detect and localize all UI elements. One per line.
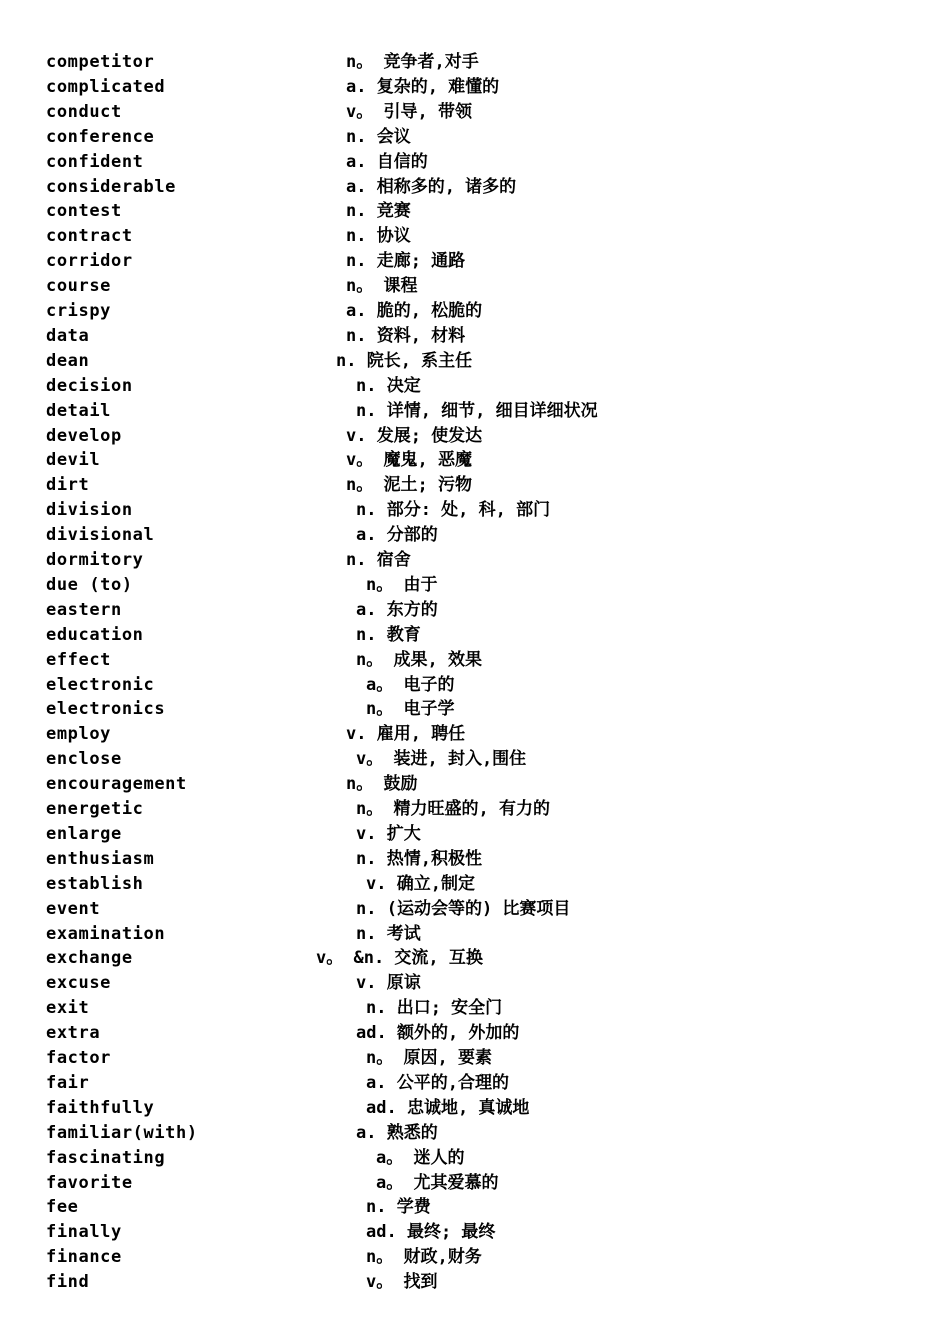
vocab-definition: n. 出口; 安全门	[366, 998, 503, 1019]
vocab-entry	[0, 1146, 950, 1171]
vocab-entry	[0, 847, 950, 872]
vocab-definition: a. 自信的	[346, 151, 428, 172]
vocab-entry	[0, 996, 950, 1021]
vocab-entry	[0, 673, 950, 698]
vocab-entry	[0, 946, 950, 971]
vocab-definition: n. 竞赛	[346, 201, 411, 222]
vocab-entry	[0, 772, 950, 797]
vocab-entry	[0, 50, 950, 75]
vocab-definition: n. 部分: 处, 科, 部门	[356, 500, 551, 521]
vocab-word: conduct	[46, 101, 122, 122]
vocab-definition: v. 雇用, 聘任	[346, 724, 466, 745]
vocab-word: electronics	[46, 699, 166, 720]
vocab-definition: a。 迷人的	[376, 1147, 465, 1168]
vocab-entry	[0, 498, 950, 523]
vocab-entry	[0, 971, 950, 996]
vocab-entry	[0, 424, 950, 449]
vocab-definition: n. 资料, 材料	[346, 325, 466, 346]
vocab-word: dormitory	[46, 550, 144, 570]
vocab-word: course	[46, 276, 112, 297]
vocab-word: factor	[46, 1048, 112, 1068]
vocab-word: corridor	[46, 251, 133, 272]
vocab-entry	[0, 573, 950, 598]
vocab-entry	[0, 1096, 950, 1121]
vocab-definition: n. 学费	[366, 1197, 431, 1218]
vocab-entry	[0, 648, 950, 673]
vocab-entry	[0, 374, 950, 399]
vocab-word: examination	[46, 923, 166, 944]
vocab-entry	[0, 75, 950, 100]
vocab-definition: a. 东方的	[356, 599, 438, 620]
vocab-definition: ad. 最终; 最终	[366, 1222, 496, 1243]
vocab-word: competitor	[46, 52, 155, 72]
vocab-definition: n。 财政,财务	[366, 1247, 482, 1268]
vocab-word: decision	[46, 375, 133, 396]
vocab-entry	[0, 473, 950, 498]
vocab-definition: v。 &n. 交流, 互换	[316, 948, 483, 969]
vocab-definition: n。 由于	[366, 574, 438, 595]
vocab-word: fee	[46, 1197, 79, 1218]
vocab-word: complicated	[46, 76, 166, 97]
vocab-word: event	[46, 898, 101, 919]
vocab-definition: n. 协议	[346, 226, 411, 247]
vocab-word: education	[46, 624, 144, 645]
vocab-entry	[0, 249, 950, 274]
vocab-word: due (to)	[46, 574, 133, 595]
vocab-word: exit	[46, 998, 90, 1019]
vocab-word: develop	[46, 425, 122, 446]
vocab-entry	[0, 175, 950, 200]
vocab-entry	[0, 1071, 950, 1096]
vocab-entry	[0, 274, 950, 299]
vocab-entry	[0, 1121, 950, 1146]
vocab-definition: n. 决定	[356, 375, 421, 396]
vocab-definition: v. 发展; 使发达	[346, 425, 483, 446]
vocab-entry	[0, 598, 950, 623]
vocab-word: excuse	[46, 973, 112, 994]
vocab-definition: n. 会议	[346, 126, 411, 147]
vocab-word: find	[46, 1272, 90, 1293]
vocab-definition: n。 精力旺盛的, 有力的	[356, 799, 550, 819]
vocab-entry	[0, 1046, 950, 1071]
vocab-definition: a. 复杂的, 难懂的	[346, 76, 500, 97]
vocab-definition: v. 扩大	[356, 823, 421, 844]
vocab-entry	[0, 1270, 950, 1295]
vocab-entry	[0, 797, 950, 822]
vocab-word: encouragement	[46, 774, 187, 795]
vocab-definition: n. 详情, 细节, 细目详细状况	[356, 400, 598, 421]
vocab-definition: ad. 额外的, 外加的	[356, 1023, 520, 1044]
vocab-entry	[0, 150, 950, 175]
vocab-entry	[0, 872, 950, 897]
vocab-word: electronic	[46, 674, 155, 695]
vocab-entry	[0, 1245, 950, 1270]
vocab-definition: n. 教育	[356, 624, 421, 645]
vocab-entry	[0, 100, 950, 125]
vocab-definition: a. 公平的,合理的	[366, 1072, 509, 1093]
vocab-definition: n. 走廊; 通路	[346, 251, 466, 272]
vocab-word: divisional	[46, 525, 155, 546]
vocab-word: finance	[46, 1247, 122, 1268]
vocab-word: contract	[46, 226, 133, 247]
vocab-entry	[0, 922, 950, 947]
vocab-word: effect	[46, 649, 112, 670]
vocab-entry	[0, 125, 950, 150]
vocab-definition: a. 相称多的, 诸多的	[346, 176, 517, 197]
vocab-definition: n。 原因, 要素	[366, 1048, 492, 1068]
vocab-definition: a. 分部的	[356, 525, 438, 546]
vocab-word: eastern	[46, 599, 122, 620]
vocab-definition: v. 原谅	[356, 973, 421, 994]
vocab-word: energetic	[46, 799, 144, 819]
vocab-definition: v。 找到	[366, 1272, 438, 1293]
vocab-entry	[0, 1021, 950, 1046]
vocab-definition: n。 成果, 效果	[356, 649, 482, 670]
vocab-entry	[0, 897, 950, 922]
vocab-entry	[0, 448, 950, 473]
vocab-definition: ad. 忠诚地, 真诚地	[366, 1097, 530, 1118]
vocab-word: familiar(with)	[46, 1122, 198, 1143]
vocab-entry	[0, 747, 950, 772]
vocab-entry	[0, 349, 950, 374]
vocab-entry	[0, 697, 950, 722]
vocab-word: considerable	[46, 176, 177, 197]
vocab-definition: v. 确立,制定	[366, 873, 475, 894]
vocab-entry	[0, 623, 950, 648]
vocab-word: devil	[46, 450, 101, 471]
vocab-entry	[0, 1195, 950, 1220]
vocab-word: enlarge	[46, 823, 122, 844]
vocab-entry	[0, 299, 950, 324]
vocab-definition: v。 魔鬼, 恶魔	[346, 450, 472, 471]
vocab-word: division	[46, 500, 133, 521]
vocab-definition: n. 热情,积极性	[356, 848, 482, 869]
vocab-definition: n. 考试	[356, 923, 421, 944]
vocab-word: faithfully	[46, 1097, 155, 1118]
vocab-word: employ	[46, 724, 112, 745]
vocab-word: exchange	[46, 948, 133, 969]
vocab-definition: n。 课程	[346, 276, 418, 297]
vocab-entry	[0, 324, 950, 349]
vocab-word: dirt	[46, 475, 90, 496]
vocab-definition: n. 宿舍	[346, 550, 411, 570]
vocab-entry	[0, 1220, 950, 1245]
vocab-word: confident	[46, 151, 144, 172]
vocab-word: conference	[46, 126, 155, 147]
vocab-definition: n。 泥土; 污物	[346, 475, 472, 496]
vocab-definition: v。 引导, 带领	[346, 101, 472, 122]
vocab-definition: a。 电子的	[366, 674, 455, 695]
vocab-word: fascinating	[46, 1147, 166, 1168]
vocab-definition: v。 装进, 封入,围住	[356, 749, 527, 770]
vocab-definition: a。 尤其爱慕的	[376, 1172, 499, 1193]
vocab-word: data	[46, 325, 90, 346]
vocab-definition: a. 脆的, 松脆的	[346, 301, 483, 321]
vocab-entry	[0, 722, 950, 747]
vocab-definition: a. 熟悉的	[356, 1122, 438, 1143]
vocab-definition: n。 电子学	[366, 699, 455, 720]
vocab-word: detail	[46, 400, 112, 421]
vocab-word: enthusiasm	[46, 848, 155, 869]
vocab-entry	[0, 548, 950, 573]
vocab-definition: n. (运动会等的) 比赛项目	[356, 898, 571, 919]
vocab-word: enclose	[46, 749, 122, 770]
vocab-definition: n。 鼓励	[346, 774, 418, 795]
vocab-entry	[0, 224, 950, 249]
vocab-entry	[0, 399, 950, 424]
vocab-word: finally	[46, 1222, 122, 1243]
vocab-entry	[0, 523, 950, 548]
vocab-word: contest	[46, 201, 122, 222]
vocab-entry	[0, 199, 950, 224]
vocab-word: crispy	[46, 301, 112, 321]
vocab-definition: n。 竞争者,对手	[346, 52, 479, 72]
vocab-definition: n. 院长, 系主任	[336, 350, 473, 371]
vocab-entry	[0, 1171, 950, 1196]
vocab-word: favorite	[46, 1172, 133, 1193]
vocab-word: fair	[46, 1072, 90, 1093]
vocab-word: dean	[46, 350, 90, 371]
vocab-word: extra	[46, 1023, 101, 1044]
vocab-entry	[0, 822, 950, 847]
vocab-word: establish	[46, 873, 144, 894]
